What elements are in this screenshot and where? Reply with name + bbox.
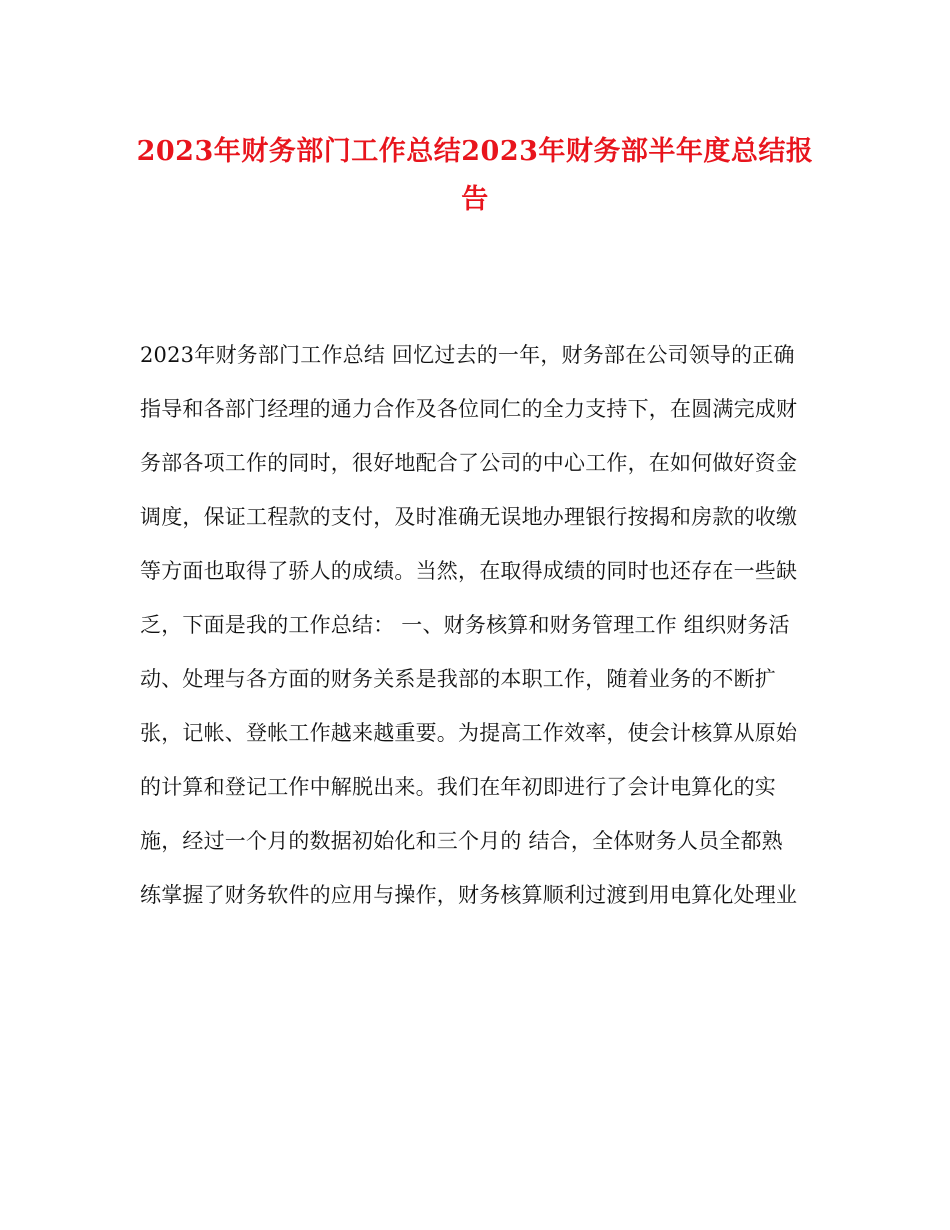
body-line: 乏，下面是我的工作总结： 一、财务核算和财务管理工作 组织财务活 [140,613,790,637]
body-line: 2023年财务部门工作总结 回忆过去的一年，财务部在公司领导的正确 [140,343,795,367]
body-line: 动、处理与各方面的财务关系是我部的本职工作，随着业务的不断扩 [140,667,776,691]
body-line: 调度，保证工程款的支付，及时准确无误地办理银行按揭和房款的收缴 [140,505,798,529]
document-body [140,337,820,931]
body-line: 等方面也取得了骄人的成绩。当然，在取得成绩的同时也还存在一些缺 [140,559,798,583]
document-title: 2023年财务部门工作总结2023年财务部半年度总结报告 [136,136,814,215]
body-line: 指导和各部门经理的通力合作及各位同仁的全力支持下，在圆满完成财 [140,397,798,421]
body-line: 务部各项工作的同时，很好地配合了公司的中心工作，在如何做好资金 [140,451,798,475]
body-line: 练掌握了财务软件的应用与操作，财务核算顺利过渡到用电算化处理业 [140,883,798,907]
body-line: 施，经过一个月的数据初始化和三个月的 结合，全体财务人员全都熟 [140,829,783,853]
body-line: 的计算和登记工作中解脱出来。我们在年初即进行了会计电算化的实 [140,775,776,799]
body-line: 张，记帐、登帐工作越来越重要。为提高工作效率，使会计核算从原始 [140,721,798,745]
